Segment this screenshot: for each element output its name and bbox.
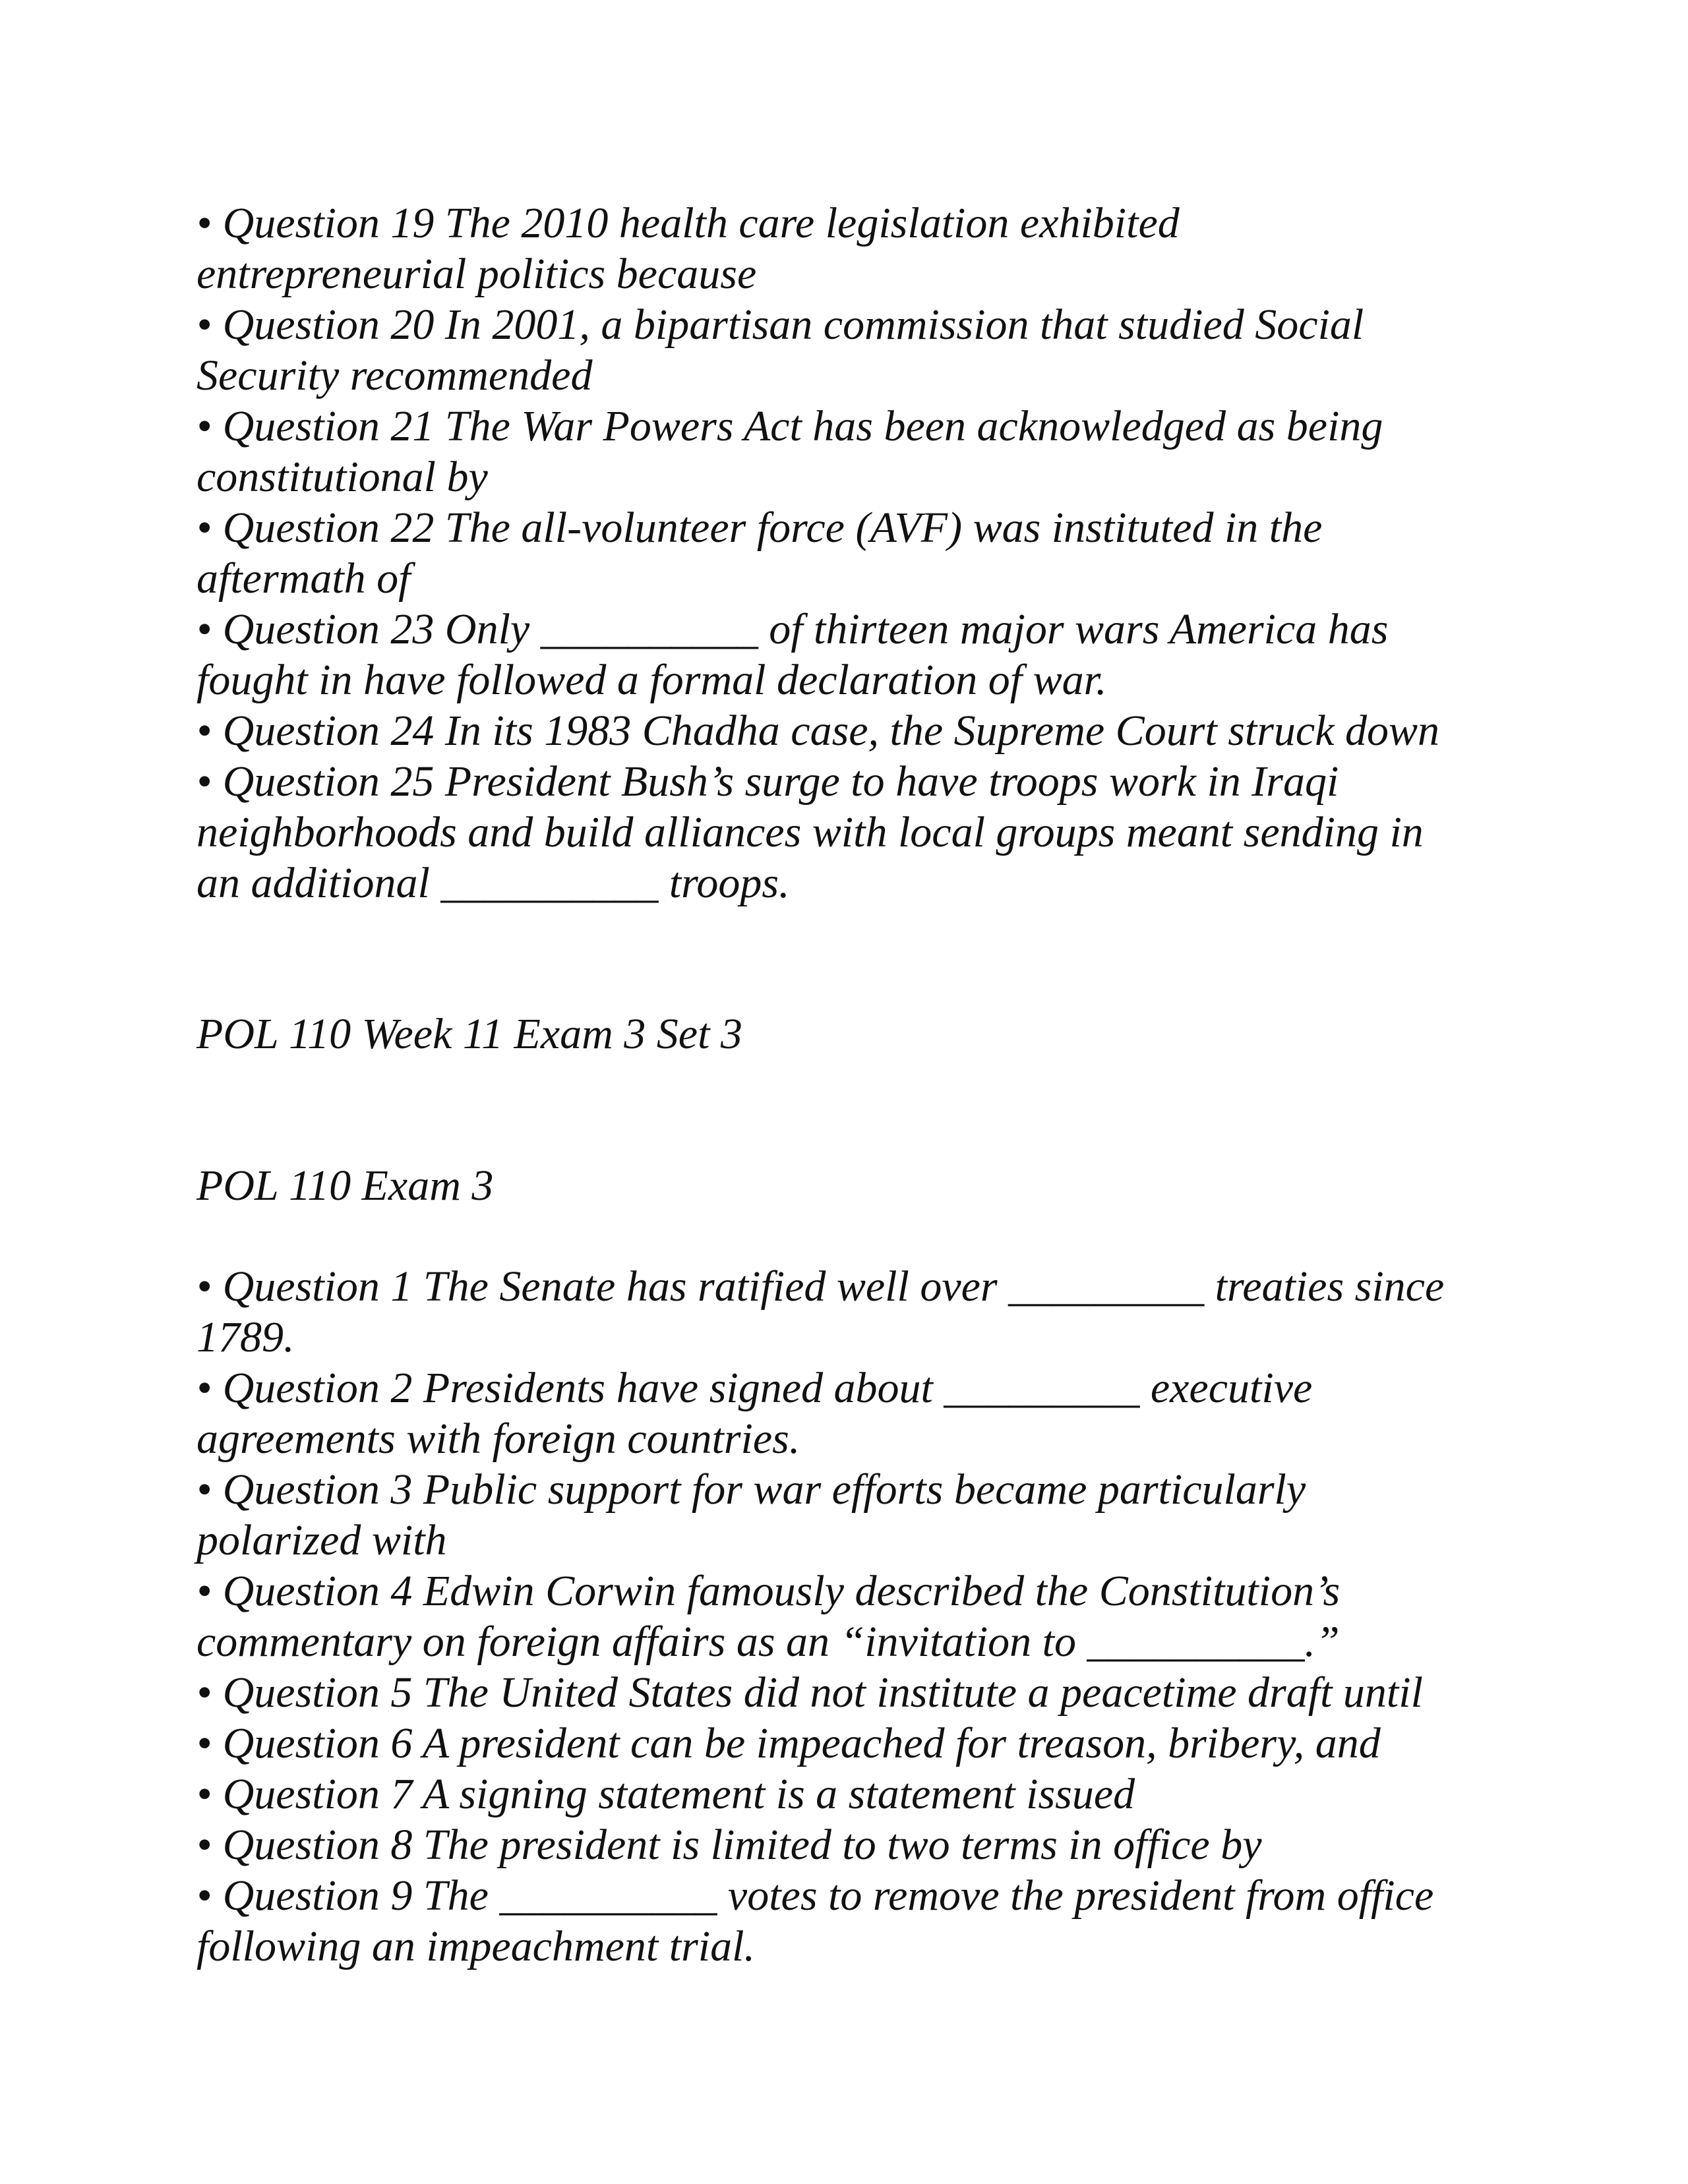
question-9-line-2: following an impeachment trial. bbox=[196, 1922, 755, 1970]
question-1-line-1: • Question 1 The Senate has ratified well over _________ treaties since bbox=[196, 1262, 1445, 1311]
question-3-line-1: • Question 3 Public support for war efforts became particularly bbox=[196, 1465, 1306, 1514]
exam-set-heading: POL 110 Week 11 Exam 3 Set 3 bbox=[196, 1010, 742, 1058]
question-23-line-2: fought in have followed a formal declaration of war. bbox=[196, 656, 1107, 704]
question-20-line-1: • Question 20 In 2001, a bipartisan commission that studied Social bbox=[196, 301, 1364, 349]
question-1-line-2: 1789. bbox=[196, 1313, 295, 1361]
question-4-line-1: • Question 4 Edwin Corwin famously described the Constitution’s bbox=[196, 1567, 1341, 1615]
question-4-line-2: commentary on foreign affairs as an “invitation to __________.” bbox=[196, 1618, 1340, 1666]
question-21-line-2: constitutional by bbox=[196, 453, 488, 501]
question-22-line-1: • Question 22 The all-volunteer force (AVF) was instituted in the bbox=[196, 504, 1323, 552]
question-25-line-1: • Question 25 President Bush’s surge to have troops work in Iraqi bbox=[196, 757, 1339, 806]
question-9-line-1: • Question 9 The __________ votes to remove the president from office bbox=[196, 1872, 1434, 1920]
exam-heading: POL 110 Exam 3 bbox=[196, 1162, 494, 1210]
question-19-line-1: • Question 19 The 2010 health care legislation exhibited bbox=[196, 199, 1180, 247]
question-25-line-2: neighborhoods and build alliances with local groups meant sending in bbox=[196, 808, 1424, 856]
question-24-line-1: • Question 24 In its 1983 Chadha case, the Supreme Court struck down bbox=[196, 707, 1440, 755]
question-8-line-1: • Question 8 The president is limited to two terms in office by bbox=[196, 1821, 1262, 1869]
question-2-line-2: agreements with foreign countries. bbox=[196, 1415, 800, 1463]
question-22-line-2: aftermath of bbox=[196, 554, 411, 603]
question-list-part-2 bbox=[196, 1261, 1515, 1972]
question-5-line-1: • Question 5 The United States did not institute a peacetime draft until bbox=[196, 1668, 1423, 1717]
question-25-line-3: an additional __________ troops. bbox=[196, 859, 790, 907]
question-19-line-2: entrepreneurial politics because bbox=[196, 250, 757, 298]
question-3-line-2: polarized with bbox=[196, 1516, 447, 1564]
question-21-line-1: • Question 21 The War Powers Act has been acknowledged as being bbox=[196, 402, 1383, 450]
question-2-line-1: • Question 2 Presidents have signed about _________ executive bbox=[196, 1364, 1313, 1412]
question-list-part-1 bbox=[196, 198, 1515, 908]
question-7-line-1: • Question 7 A signing statement is a statement issued bbox=[196, 1770, 1135, 1818]
question-6-line-1: • Question 6 A president can be impeached for treason, bribery, and bbox=[196, 1719, 1381, 1767]
question-20-line-2: Security recommended bbox=[196, 351, 593, 399]
question-23-line-1: • Question 23 Only __________ of thirteen major wars America has bbox=[196, 605, 1389, 653]
